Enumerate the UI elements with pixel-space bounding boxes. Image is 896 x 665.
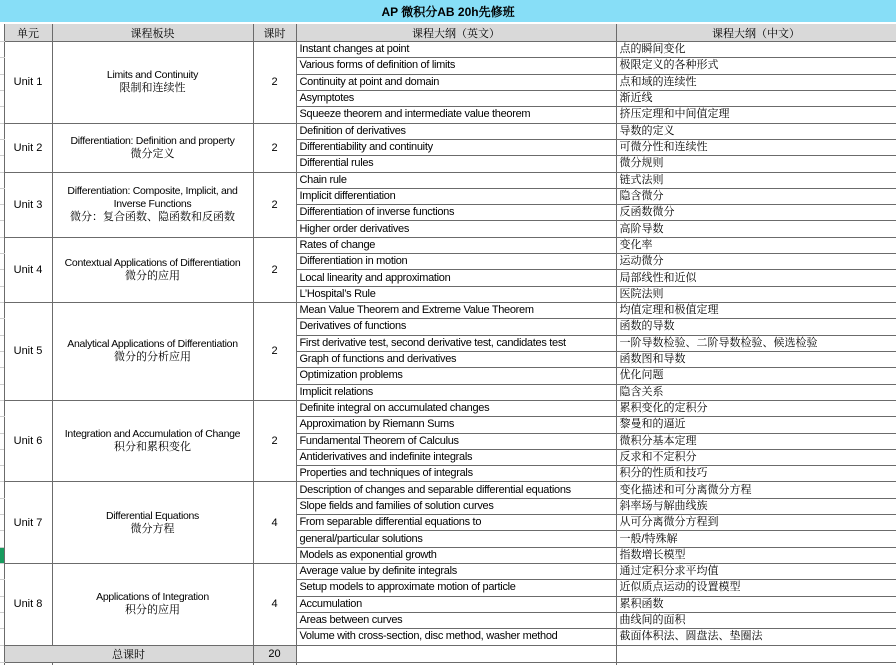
title-row bbox=[0, 0, 896, 23]
empty-cell[interactable] bbox=[616, 645, 896, 662]
outline-en-cell[interactable]: Slope fields and families of solution curves bbox=[296, 498, 616, 514]
outline-cn-cell[interactable]: 点的瞬间变化 bbox=[616, 42, 896, 58]
unit-cell[interactable]: Unit 4 bbox=[4, 237, 52, 302]
outline-cn-cell[interactable]: 微积分基本定理 bbox=[616, 433, 896, 449]
total-hours-label[interactable]: 总课时 bbox=[4, 645, 253, 662]
outline-cn-cell[interactable]: 均值定理和极值定理 bbox=[616, 303, 896, 319]
module-name-en: Integration and Accumulation of Change bbox=[64, 428, 241, 441]
outline-cn-cell[interactable]: 医院法则 bbox=[616, 286, 896, 302]
sheet-title: AP 微积分AB 20h先修班 bbox=[0, 0, 896, 23]
gutter-cell bbox=[0, 433, 4, 449]
outline-en-cell[interactable]: Instant changes at point bbox=[296, 42, 616, 58]
hours-cell[interactable]: 2 bbox=[253, 42, 296, 124]
outline-en-cell[interactable]: L’Hospital’s Rule bbox=[296, 286, 616, 302]
unit-cell[interactable]: Unit 8 bbox=[4, 564, 52, 646]
gutter-cell bbox=[0, 449, 4, 465]
outline-cn-cell[interactable]: 黎曼和的逼近 bbox=[616, 417, 896, 433]
outline-en-cell[interactable]: Continuity at point and domain bbox=[296, 74, 616, 90]
hours-cell[interactable]: 2 bbox=[253, 172, 296, 237]
gutter-cell bbox=[0, 612, 4, 628]
module-name-en: Analytical Applications of Differentiation bbox=[67, 338, 238, 351]
outline-en-cell[interactable]: Models as exponential growth bbox=[296, 547, 616, 563]
column-header-outline-en[interactable]: 课程大纲（英文） bbox=[296, 23, 616, 42]
outline-cn-cell[interactable]: 链式法则 bbox=[616, 172, 896, 188]
outline-cn-cell[interactable]: 一般/特殊解 bbox=[616, 531, 896, 547]
outline-cn-cell[interactable]: 反函数微分 bbox=[616, 205, 896, 221]
outline-en-cell[interactable]: Chain rule bbox=[296, 172, 616, 188]
total-row bbox=[0, 645, 896, 662]
gutter-cell bbox=[0, 580, 4, 596]
outline-cn-cell[interactable]: 优化问题 bbox=[616, 368, 896, 384]
unit-cell[interactable]: Unit 5 bbox=[4, 303, 52, 401]
outline-cn-cell[interactable]: 函数的导数 bbox=[616, 319, 896, 335]
gutter-cell bbox=[0, 156, 4, 172]
table-row bbox=[0, 482, 896, 498]
gutter-cell bbox=[0, 531, 4, 547]
outline-cn-cell[interactable]: 局部线性和近似 bbox=[616, 270, 896, 286]
outline-cn-cell[interactable]: 函数图和导数 bbox=[616, 351, 896, 367]
gutter-cell bbox=[0, 384, 4, 400]
outline-cn-cell[interactable]: 可微分性和连续性 bbox=[616, 139, 896, 155]
gutter-cell bbox=[0, 90, 4, 106]
module-name-cn: 微分定义 bbox=[130, 147, 175, 160]
outline-en-cell[interactable]: Average value by definite integrals bbox=[296, 564, 616, 580]
outline-en-cell[interactable]: Squeeze theorem and intermediate value theorem bbox=[296, 107, 616, 123]
outline-en-cell[interactable]: Description of changes and separable differential equations bbox=[296, 482, 616, 498]
outline-cn-cell[interactable]: 变化描述和可分离微分方程 bbox=[616, 482, 896, 498]
outline-cn-cell[interactable]: 运动微分 bbox=[616, 254, 896, 270]
gutter-cell bbox=[0, 58, 4, 74]
outline-cn-cell[interactable]: 一阶导数检验、二阶导数检验、候选检验 bbox=[616, 335, 896, 351]
column-header-unit[interactable]: 单元 bbox=[4, 23, 52, 42]
outline-cn-cell[interactable]: 变化率 bbox=[616, 237, 896, 253]
outline-en-cell[interactable]: Approximation by Riemann Sums bbox=[296, 417, 616, 433]
outline-cn-cell[interactable]: 导数的定义 bbox=[616, 123, 896, 139]
gutter-cell bbox=[0, 629, 4, 645]
outline-cn-cell[interactable]: 微分规则 bbox=[616, 156, 896, 172]
outline-en-cell[interactable]: Volume with cross-section, disc method, washer method bbox=[296, 629, 616, 645]
module-name-cn: 微分方程 bbox=[130, 522, 175, 535]
table-row bbox=[0, 400, 896, 416]
outline-en-cell[interactable]: Various forms of definition of limits bbox=[296, 58, 616, 74]
module-name-cn: 积分和累积变化 bbox=[114, 441, 191, 454]
outline-cn-cell[interactable]: 隐含微分 bbox=[616, 188, 896, 204]
outline-en-cell[interactable]: Fundamental Theorem of Calculus bbox=[296, 433, 616, 449]
table-row bbox=[0, 237, 896, 253]
outline-en-cell[interactable]: Implicit relations bbox=[296, 384, 616, 400]
outline-en-cell[interactable]: Differentiation in motion bbox=[296, 254, 616, 270]
gutter-cell bbox=[0, 205, 4, 221]
gutter-cell bbox=[0, 351, 4, 367]
module-cell[interactable] bbox=[52, 564, 253, 646]
module-cell[interactable] bbox=[52, 400, 253, 482]
outline-cn-cell[interactable]: 斜率场与解曲线族 bbox=[616, 498, 896, 514]
hours-cell[interactable]: 2 bbox=[253, 123, 296, 172]
module-cell[interactable] bbox=[52, 482, 253, 564]
outline-en-cell[interactable]: Differential rules bbox=[296, 156, 616, 172]
module-cell[interactable] bbox=[52, 172, 253, 237]
table-row bbox=[0, 42, 896, 58]
gutter-green-marker bbox=[0, 547, 4, 563]
outline-en-cell[interactable]: Optimization problems bbox=[296, 368, 616, 384]
empty-cell[interactable] bbox=[296, 645, 616, 662]
outline-en-cell[interactable]: First derivative test, second derivative test, candidates test bbox=[296, 335, 616, 351]
module-name-en: Contextual Applications of Differentiation bbox=[64, 256, 241, 269]
outline-en-cell[interactable]: Antiderivatives and indefinite integrals bbox=[296, 449, 616, 465]
module-name-cn: 微分的分析应用 bbox=[114, 351, 191, 364]
total-hours-value[interactable]: 20 bbox=[253, 645, 296, 662]
module-name-cn: 微分的应用 bbox=[125, 269, 180, 282]
outline-cn-cell[interactable]: 隐含关系 bbox=[616, 384, 896, 400]
outline-cn-cell[interactable]: 积分的性质和技巧 bbox=[616, 466, 896, 482]
gutter-cell bbox=[0, 498, 4, 514]
module-cell[interactable] bbox=[52, 123, 253, 172]
unit-cell[interactable]: Unit 3 bbox=[4, 172, 52, 237]
outline-cn-cell[interactable]: 累积函数 bbox=[616, 596, 896, 612]
gutter-cell bbox=[0, 221, 4, 237]
outline-cn-cell[interactable]: 通过定积分求平均值 bbox=[616, 564, 896, 580]
gutter-cell bbox=[0, 107, 4, 123]
gutter-cell bbox=[0, 188, 4, 204]
outline-en-cell[interactable]: Derivatives of functions bbox=[296, 319, 616, 335]
outline-en-cell[interactable]: Higher order derivatives bbox=[296, 221, 616, 237]
module-name-en: Differential Equations bbox=[105, 509, 200, 522]
gutter-cell bbox=[0, 270, 4, 286]
column-header-row bbox=[0, 23, 896, 42]
outline-en-cell[interactable]: Implicit differentiation bbox=[296, 188, 616, 204]
outline-cn-cell[interactable]: 渐近线 bbox=[616, 90, 896, 106]
outline-cn-cell[interactable]: 挤压定理和中间值定理 bbox=[616, 107, 896, 123]
outline-en-cell[interactable]: Mean Value Theorem and Extreme Value Theorem bbox=[296, 303, 616, 319]
table-row bbox=[0, 564, 896, 580]
outline-en-cell[interactable]: Graph of functions and derivatives bbox=[296, 351, 616, 367]
gutter-cell bbox=[0, 596, 4, 612]
outline-en-cell[interactable]: Setup models to approximate motion of particle bbox=[296, 580, 616, 596]
module-name-cn: 积分的应用 bbox=[125, 604, 180, 617]
module-name-en: Limits and Continuity bbox=[106, 69, 199, 82]
outline-cn-cell[interactable]: 近似质点运动的设置模型 bbox=[616, 580, 896, 596]
outline-en-cell[interactable]: Definition of derivatives bbox=[296, 123, 616, 139]
outline-cn-cell[interactable]: 曲线间的面积 bbox=[616, 612, 896, 628]
unit-cell[interactable]: Unit 6 bbox=[4, 400, 52, 482]
hours-cell[interactable]: 4 bbox=[253, 482, 296, 564]
table-row bbox=[0, 303, 896, 319]
gutter-cell bbox=[0, 515, 4, 531]
unit-cell[interactable]: Unit 7 bbox=[4, 482, 52, 564]
outline-cn-cell[interactable]: 指数增长模型 bbox=[616, 547, 896, 563]
outline-en-cell[interactable]: general/particular solutions bbox=[296, 531, 616, 547]
module-cell[interactable] bbox=[52, 237, 253, 302]
gutter-cell bbox=[0, 335, 4, 351]
module-name-en: Differentiation: Composite, Implicit, and Inverse Functions bbox=[67, 185, 238, 211]
unit-cell[interactable]: Unit 2 bbox=[4, 123, 52, 172]
outline-en-cell[interactable]: Differentiation of inverse functions bbox=[296, 205, 616, 221]
outline-en-cell[interactable]: Areas between curves bbox=[296, 612, 616, 628]
module-cell[interactable] bbox=[52, 42, 253, 124]
outline-en-cell[interactable]: Local linearity and approximation bbox=[296, 270, 616, 286]
outline-cn-cell[interactable]: 从可分离微分方程到 bbox=[616, 515, 896, 531]
hours-cell[interactable]: 4 bbox=[253, 564, 296, 646]
outline-en-cell[interactable]: Asymptotes bbox=[296, 90, 616, 106]
outline-cn-cell[interactable]: 点和域的连续性 bbox=[616, 74, 896, 90]
module-cell[interactable] bbox=[52, 303, 253, 401]
gutter-cell bbox=[0, 254, 4, 270]
module-name-cn: 限制和连续性 bbox=[119, 82, 186, 95]
table-row bbox=[0, 172, 896, 188]
gutter-cell bbox=[0, 368, 4, 384]
module-name-cn: 微分：复合函数、隐函数和反函数 bbox=[70, 211, 235, 224]
column-header-outline-cn[interactable]: 课程大纲（中文） bbox=[616, 23, 896, 42]
column-header-hours[interactable]: 课时 bbox=[253, 23, 296, 42]
column-header-module[interactable]: 课程板块 bbox=[52, 23, 253, 42]
outline-en-cell[interactable]: Accumulation bbox=[296, 596, 616, 612]
gutter-cell bbox=[0, 286, 4, 302]
gutter-cell bbox=[0, 466, 4, 482]
outline-en-cell[interactable]: Properties and techniques of integrals bbox=[296, 466, 616, 482]
outline-en-cell[interactable]: Differentiability and continuity bbox=[296, 139, 616, 155]
hours-cell[interactable]: 2 bbox=[253, 237, 296, 302]
hours-cell[interactable]: 2 bbox=[253, 400, 296, 482]
gutter-cell bbox=[0, 319, 4, 335]
outline-en-cell[interactable]: Rates of change bbox=[296, 237, 616, 253]
outline-cn-cell[interactable]: 极限定义的各种形式 bbox=[616, 58, 896, 74]
hours-cell[interactable]: 2 bbox=[253, 303, 296, 401]
outline-cn-cell[interactable]: 截面体积法、圆盘法、垫圈法 bbox=[616, 629, 896, 645]
outline-en-cell[interactable]: From separable differential equations to bbox=[296, 515, 616, 531]
gutter-cell bbox=[0, 139, 4, 155]
gutter-cell bbox=[0, 417, 4, 433]
outline-cn-cell[interactable]: 反求和不定积分 bbox=[616, 449, 896, 465]
outline-cn-cell[interactable]: 累积变化的定积分 bbox=[616, 400, 896, 416]
gutter-cell bbox=[0, 74, 4, 90]
unit-cell[interactable]: Unit 1 bbox=[4, 42, 52, 124]
outline-en-cell[interactable]: Definite integral on accumulated changes bbox=[296, 400, 616, 416]
table-row bbox=[0, 123, 896, 139]
outline-cn-cell[interactable]: 高阶导数 bbox=[616, 221, 896, 237]
module-name-en: Applications of Integration bbox=[96, 591, 209, 604]
module-name-en: Differentiation: Definition and property bbox=[70, 134, 235, 147]
